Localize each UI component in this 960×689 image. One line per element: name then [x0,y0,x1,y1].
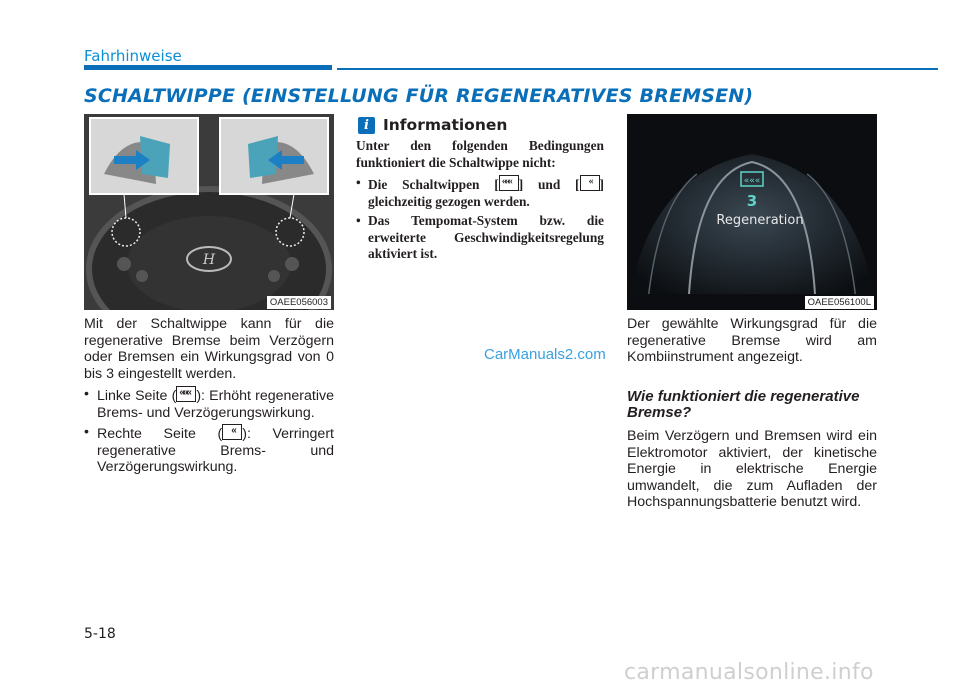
image-code-left: OAEE056003 [267,296,331,309]
paddle-left-icon: ««« [176,386,196,402]
info-intro: Unter den folgenden Bedingungen funktioniert die Schaltwippe nicht: [356,138,604,170]
info-title: Informationen [383,116,508,134]
info-text [356,138,604,266]
info-icon: i [358,117,375,134]
section-label: Fahrhinweise [84,47,182,65]
steering-wheel-photo [84,114,334,310]
svg-text:H: H [202,252,216,268]
footer-url[interactable]: carmanualsonline.info [624,660,874,685]
cluster-level: 3 [746,192,758,210]
image-code-right: OAEE056100L [805,296,874,309]
right-text-2: Beim Verzögern und Bremsen wird ein Elektromotor aktiviert, der kinetische Energie in elektrische Energie umwandelt, die zum Aufladen der Hochspannungsbatterie benutzt wird. [627,428,877,510]
paddle-left-icon: ««« [499,175,519,191]
cluster-photo [627,114,877,310]
header-rule-thick [84,65,332,70]
list-item: • Rechte Seite ( « ): Verringert regenerative Brems- und Verzögerungswirkung. [84,424,334,476]
svg-text:«««: ««« [743,176,761,186]
page-number: 5-18 [84,626,116,642]
cluster-label: Regeneration [716,213,804,228]
header-rule-thin [337,68,938,70]
left-text [84,316,334,479]
watermark-link[interactable]: CarManuals2.com [484,346,606,363]
subheading: Wie funktioniert die regenerative Bremse? [627,388,860,421]
paddle-right-icon: « [222,424,242,440]
list-item: • Die Schaltwippen [ ««« ] und [ « ] gleichzeitig gezogen werden. [356,175,604,210]
paddle-right-icon: « [580,175,600,191]
list-item: • Das Tempomat-System bzw. die erweiterte Geschwindigkeitsregelung aktiviert ist. [356,213,604,263]
list-item: • Linke Seite ( ««« ): Erhöht regenerative Brems- und Verzögerungswirkung. [84,386,334,421]
left-intro: Mit der Schaltwippe kann für die regenerative Bremse beim Verzögern oder Bremsen ein Wirkungsgrad von 0 bis 3 eingestellt werden. [84,316,334,382]
page-title: SCHALTWIPPE (EINSTELLUNG FÜR REGENERATIVES BREMSEN) [84,85,754,107]
info-header [358,116,507,134]
right-text-1: Der gewählte Wirkungsgrad für die regenerative Bremse wird am Kombiinstrument angezeigt. [627,316,877,365]
